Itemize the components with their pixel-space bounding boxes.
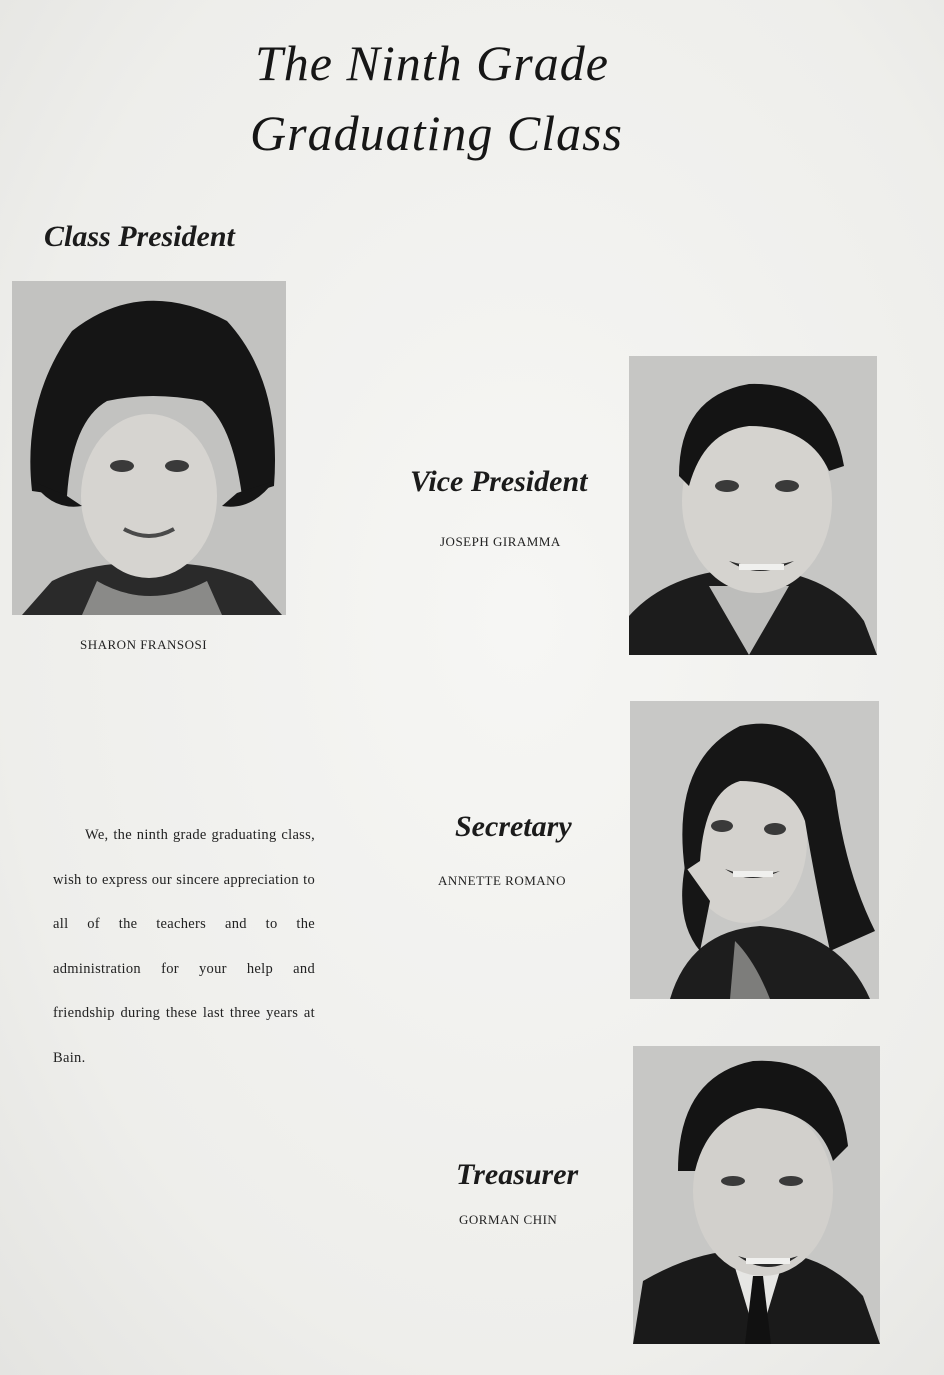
president-name: SHARON FRANSOSI [80, 637, 208, 652]
secretary-role-heading: Secretary [455, 810, 572, 843]
treasurer-portrait [633, 1046, 880, 1344]
treasurer-name: GORMAN CHIN [459, 1212, 558, 1227]
secretary-portrait [630, 701, 879, 999]
president-role-heading: Class President [44, 220, 235, 253]
class-message-paragraph: We, the ninth grade graduating class, wish to express our sincere appreciation to all of the teachers and to the administration for your help and friendship during these last three years at Bain. [53, 827, 315, 1066]
vice-president-portrait [629, 356, 877, 655]
page-title-line-2: Graduating Class [250, 105, 624, 161]
treasurer-role-heading: Treasurer [456, 1158, 579, 1191]
president-portrait [12, 281, 286, 615]
secretary-name: ANNETTE ROMANO [438, 873, 566, 888]
page-title-line-1: The Ninth Grade [255, 35, 609, 91]
vice-president-name: JOSEPH GIRAMMA [440, 534, 561, 549]
vice-president-role-heading: Vice President [410, 465, 588, 498]
